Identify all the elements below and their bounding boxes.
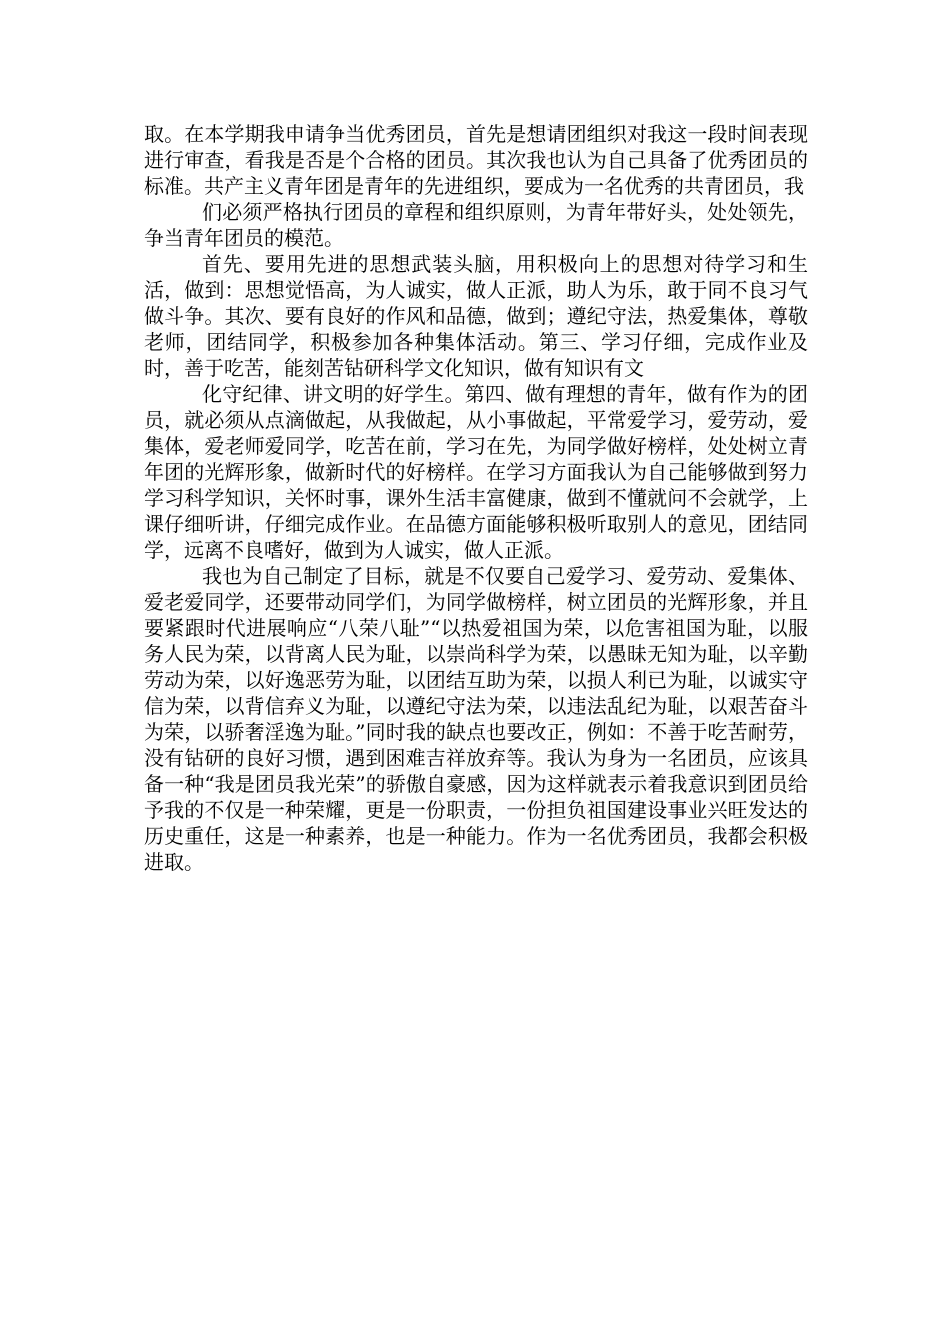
paragraph-2: 们必须严格执行团员的章程和组织原则，为青年带好头，处处领先，争当青年团员的模范。 bbox=[144, 200, 808, 250]
paragraph-1: 取。在本学期我申请争当优秀团员，首先是想请团组织对我这一段时间表现进行审查，看我是否是个合格的团员。其次我也认为自己具备了优秀团员的标准。共产主义青年团是青年的先进组织，要成为一名优秀的共青团员，我 bbox=[144, 122, 808, 198]
document-body bbox=[144, 121, 808, 875]
paragraph-3: 首先、要用先进的思想武装头脑，用积极向上的思想对待学习和生活，做到：思想觉悟高，为人诚实，做人正派，助人为乐，敢于同不良习气做斗争。其次、要有良好的作风和品德，做到；遵纪守法，热爱集体，尊敬老师，团结同学，积极参加各种集体活动。第三、学习仔细，完成作业及时，善于吃苦，能刻苦钻研科学文化知识，做有知识有文 bbox=[144, 252, 808, 380]
paragraph-5: 我也为自己制定了目标，就是不仅要自己爱学习、爱劳动、爱集体、爱老爱同学，还要带动同学们，为同学做榜样，树立团员的光辉形象，并且要紧跟时代进展响应“八荣八耻”“以热爱祖国为荣，以危害祖国为耻，以服务人民为荣，以背离人民为耻，以崇尚科学为荣，以愚昧无知为耻，以辛勤劳动为荣，以好逸恶劳为耻，以团结互助为荣，以损人利已为耻，以诚实守信为荣，以背信弃义为耻，以遵纪守法为荣，以违法乱纪为耻，以艰苦奋斗为荣，以骄奢淫逸为耻。”同时我的缺点也要改正，例如：不善于吃苦耐劳，没有钻研的良好习惯，遇到困难吉祥放弃等。我认为身为一名团员，应该具备一种“我是团员我光荣”的骄傲自豪感，因为这样就表示着我意识到团员给予我的不仅是一种荣耀，更是一份职责，一份担负祖国建设事业兴旺发达的历史重任，这是一种素养，也是一种能力。作为一名优秀团员，我都会积极进取。 bbox=[144, 564, 808, 874]
paragraph-4: 化守纪律、讲文明的好学生。第四、做有理想的青年，做有作为的团员，就必须从点滴做起，从我做起，从小事做起，平常爱学习，爱劳动，爱集体，爱老师爱同学，吃苦在前，学习在先，为同学做好榜样，处处树立青年团的光辉形象，做新时代的好榜样。在学习方面我认为自己能够做到努力学习科学知识，关怀时事，课外生活丰富健康，做到不懂就问不会就学，上课仔细听讲，仔细完成作业。在品德方面能够积极听取别人的意见，团结同学，远离不良嗜好，做到为人诚实，做人正派。 bbox=[144, 382, 808, 562]
